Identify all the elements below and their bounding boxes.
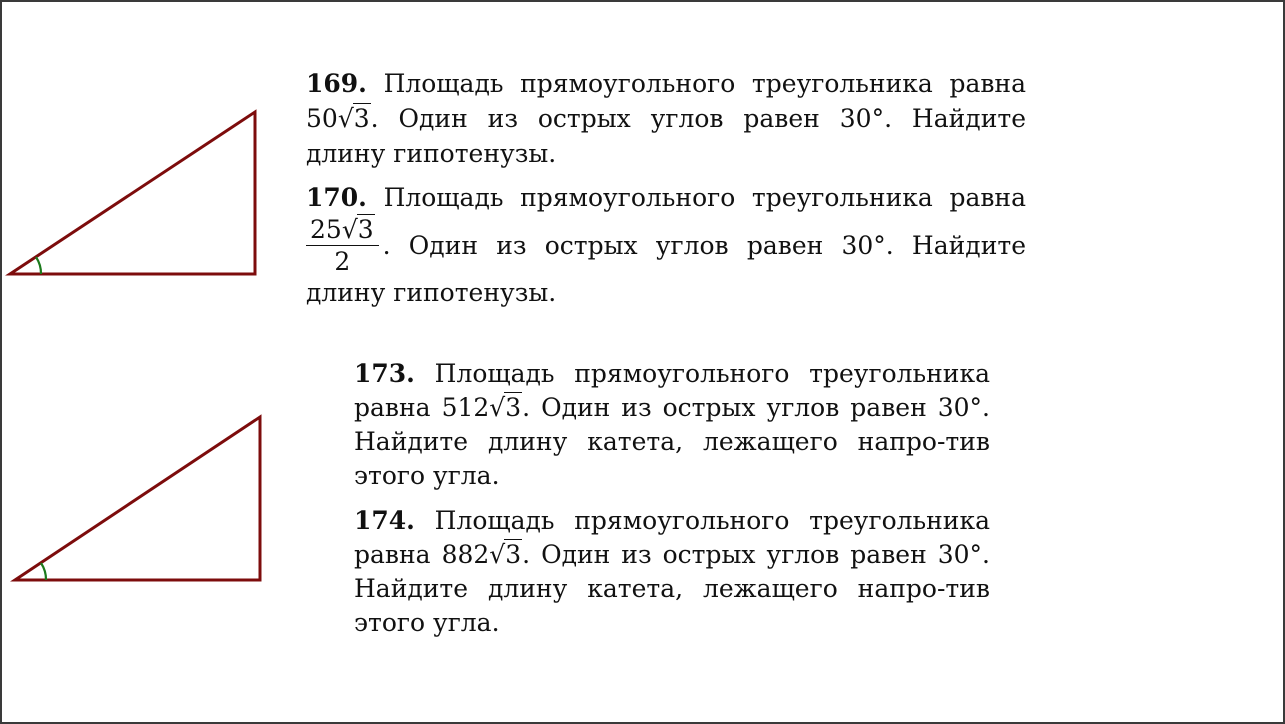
math-expression	[442, 540, 523, 569]
problem-lead-text: Площадь прямоугольного треугольника равна	[354, 506, 990, 569]
problem-174	[354, 504, 990, 640]
problem-169	[306, 66, 1026, 171]
problem-tail-text: длину гипотенузы.	[306, 278, 557, 307]
problem-tail-text: длину гипотенузы.	[306, 139, 557, 168]
right-triangle-figure-1	[0, 100, 270, 290]
radicand: 3	[505, 393, 522, 422]
triangle-outline	[15, 417, 260, 580]
sqrt-symbol: √	[341, 214, 358, 244]
coefficient: 882	[441, 540, 490, 569]
coefficient: 25	[310, 214, 342, 244]
problem-body-text: . Один из острых углов равен 30°. Найдите длину катета, лежащего напро-тив этого угла.	[354, 540, 990, 637]
problem-170	[306, 180, 1026, 310]
problem-number: 173.	[354, 359, 415, 388]
radicand: 3	[353, 104, 370, 133]
coefficient: 512	[441, 393, 490, 422]
math-fraction	[306, 216, 379, 275]
problem-lead-text: Площадь прямоугольного треугольника равна	[383, 69, 1026, 98]
angle-arc-30	[36, 257, 41, 274]
problem-number: 174.	[354, 506, 415, 535]
coefficient: 50	[306, 104, 338, 133]
triangle-outline	[10, 112, 255, 274]
problem-lead-text: Площадь прямоугольного треугольника равна	[383, 183, 1026, 212]
problem-number: 170.	[306, 183, 367, 212]
sqrt-symbol: √	[337, 104, 354, 133]
problem-body-text: . Один из острых углов равен 30°. Найдите	[382, 230, 1026, 260]
math-expression	[442, 393, 523, 422]
problem-number: 169.	[306, 69, 367, 98]
radicand: 3	[357, 214, 374, 244]
problem-body-text: . Один из острых углов равен 30°. Найдите длину катета, лежащего напро-тив этого угла.	[354, 393, 990, 490]
problem-lead-text: Площадь прямоугольного треугольника равна	[354, 359, 990, 422]
math-expression	[306, 104, 371, 133]
sqrt-symbol: √	[489, 540, 506, 569]
problem-body-text: . Один из острых углов равен 30°. Найдите	[370, 104, 1026, 133]
radicand: 3	[505, 540, 522, 569]
angle-arc-30	[41, 563, 46, 580]
sqrt-symbol: √	[489, 393, 506, 422]
problem-173	[354, 357, 990, 493]
denominator: 2	[334, 246, 351, 276]
right-triangle-figure-2	[0, 405, 275, 595]
